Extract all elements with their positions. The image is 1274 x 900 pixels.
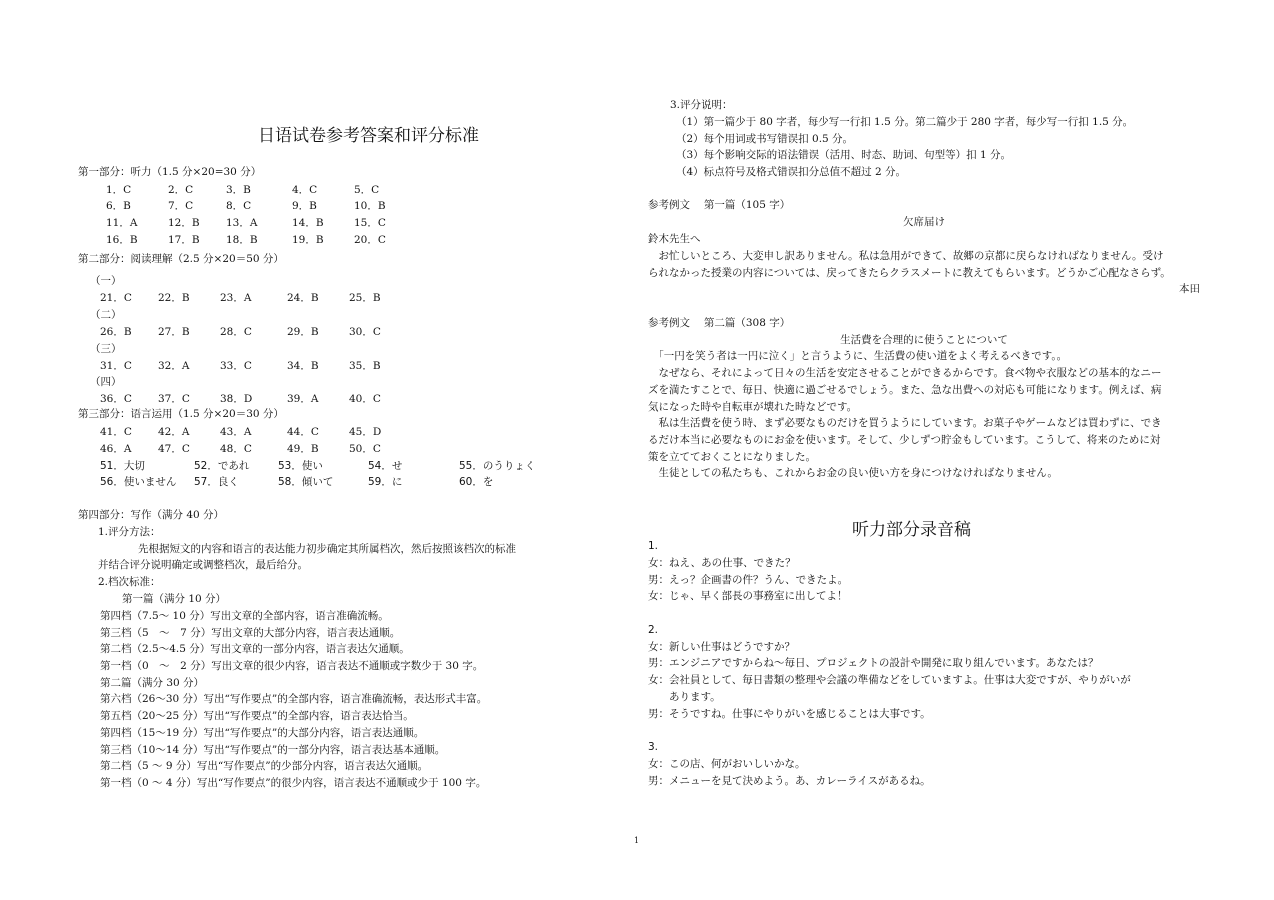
method-title: 1.评分方法： [98, 526, 161, 538]
transcript-title: 听力部分录音稿 [852, 520, 971, 540]
listening-answer: 20．C [354, 234, 386, 246]
reading-answer: 32．A [158, 360, 190, 372]
part3-heading: 第三部分：语言运用（1.5 分×20＝30 分） [78, 408, 284, 420]
dialog-line: 男：そうですね。仕事にやりがいを感じることは大事です。 [648, 708, 931, 720]
language-answer: 57．良く [194, 476, 239, 488]
listening-answer: 3．B [226, 184, 251, 196]
reading-answer: 38．D [220, 393, 253, 405]
language-answer: 42．A [158, 426, 190, 438]
listening-answer: 17．B [168, 234, 200, 246]
page-title: 日语试卷参考答案和评分标准 [258, 126, 479, 146]
reading-section-label: （二） [90, 309, 122, 321]
dialog-line: 男：メニューを見て決めよう。あ、カレーライスがあるね。 [648, 775, 931, 787]
essay2-level: 第六档（26～30 分）写出“写作要点”的全部内容，语言准确流畅，表达形式丰富。 [100, 693, 488, 705]
reading-answer: 31．C [100, 360, 132, 372]
essay1-level: 第一档（0 ～ 2 分）写出文章的很少内容，语言表达不通顺或字数少于 30 字。 [100, 660, 484, 672]
sample2-line: 生徒としての私たちも、これからお金の良い使い方を身につけなければなりません。 [648, 467, 1058, 479]
listening-answer: 8．C [226, 200, 252, 212]
reading-answer: 26．B [100, 326, 132, 338]
reading-answer: 28．C [220, 326, 252, 338]
sample1-signature: 本田 [1179, 283, 1200, 295]
listening-answer: 6．B [106, 200, 131, 212]
reading-answer: 36．C [100, 393, 132, 405]
note-item: （4）标点符号及格式错误扣分总值不超过 2 分。 [676, 166, 907, 178]
sample1-line: お忙しいところ、大変申し訳ありません。私は急用ができて、故郷の京都に戻らなければなりません。受け [648, 250, 1164, 262]
listening-answer: 1．C [106, 184, 132, 196]
sample2-line: るだけ本当に必要なものにお金を使います。そして、少しずつ貯金もしています。こうして、将来のために対 [648, 434, 1161, 446]
language-answer: 55．のうりょく [459, 460, 536, 472]
dialog-line: 女：ねえ、あの仕事、できた？ [648, 557, 796, 569]
dialog-line: 女：この店、何がおいしいかな。 [648, 758, 806, 770]
reading-answer: 23．A [220, 292, 252, 304]
sample1-title: 欠席届け [903, 216, 945, 228]
listening-answer: 5．C [354, 184, 380, 196]
reading-section-label: （四） [90, 376, 122, 388]
sample2-label: 参考例文 第二篇（308 字） [648, 317, 791, 329]
note-item: （3）每个影响交际的语法错误（活用、时态、助词、句型等）扣 1 分。 [676, 149, 1012, 161]
listening-answer: 13．A [226, 217, 258, 229]
levels-title: 2.档次标准： [98, 576, 161, 588]
language-answer: 47．C [158, 443, 190, 455]
language-answer: 53．使い [278, 460, 323, 472]
dialog-number: 1. [648, 540, 659, 552]
essay1-level: 第三档（5 ～ 7 分）写出文章的大部分内容，语言表达通顺。 [100, 627, 401, 639]
notes-title: 3.评分说明： [670, 99, 733, 111]
listening-answer: 11．A [106, 217, 138, 229]
reading-answer: 22．B [158, 292, 190, 304]
note-item: （2）每个用词或书写错误扣 0.5 分。 [676, 133, 854, 145]
language-answer: 58．傾いて [278, 476, 334, 488]
language-answer: 59．に [368, 476, 403, 488]
reading-answer: 35．B [349, 360, 381, 372]
reading-answer: 33．C [220, 360, 252, 372]
essay2-level: 第二档（5 ～ 9 分）写出“写作要点”的少部分内容，语言表达欠通顺。 [100, 760, 429, 772]
listening-answer: 2．C [168, 184, 194, 196]
reading-answer: 27．B [158, 326, 190, 338]
listening-answer: 4．C [292, 184, 318, 196]
sample2-title: 生活費を合理的に使うことについて [840, 334, 1008, 346]
essay1-level: 第二档（2.5～4.5 分）写出文章的一部分内容，语言表达欠通顺。 [100, 643, 410, 655]
dialog-line: 女：じゃ、早く部長の事務室に出してよ！ [648, 590, 848, 602]
sample1-label: 参考例文 第一篇（105 字） [648, 199, 791, 211]
dialog-line: 女：会社員として、毎日書類の整理や会議の準備などをしていますよ。仕事は大変ですが、やりがいが [648, 674, 1131, 686]
essay2-level: 第五档（20～25 分）写出“写作要点”的全部内容，语言表达恰当。 [100, 710, 414, 722]
essay2-title: 第二篇（满分 30 分） [100, 677, 205, 689]
listening-answer: 19．B [292, 234, 324, 246]
sample1-line: られなかった授業の内容については、戻ってきたらクラスメートに教えてもらいます。どうかご心配なさらず。 [648, 267, 1171, 279]
part2-heading: 第二部分：阅读理解（2.5 分×20＝50 分） [78, 253, 284, 265]
reading-section-label: （一） [90, 275, 122, 287]
listening-answer: 7．C [168, 200, 194, 212]
method-line-1: 先根据短文的内容和语言的表达能力初步确定其所属档次，然后按照该档次的标准 [138, 543, 516, 555]
essay2-level: 第三档（10～14 分）写出“写作要点”的一部分内容，语言表达基本通顺。 [100, 744, 446, 756]
language-answer: 41．C [100, 426, 132, 438]
sample2-line: 策を立てておくことになりました。 [648, 451, 816, 463]
dialog-line: 女：新しい仕事はどうですか？ [648, 641, 795, 653]
language-answer: 51．大切 [100, 460, 145, 472]
sample2-line: 気になった時や自転車が壊れた時などです。 [648, 401, 858, 413]
language-answer: 52．であれ [194, 460, 250, 472]
reading-answer: 37．C [158, 393, 190, 405]
listening-answer: 9．B [292, 200, 317, 212]
method-line-2: 并结合评分说明确定或调整档次，最后给分。 [98, 559, 308, 571]
reading-answer: 21．C [100, 292, 132, 304]
language-answer: 44．C [287, 426, 319, 438]
reading-answer: 30．C [349, 326, 381, 338]
dialog-line: 男：えっ？企画書の件？うん、できたよ。 [648, 574, 849, 586]
listening-answer: 12．B [168, 217, 200, 229]
reading-answer: 39．A [287, 393, 319, 405]
page-number: 1 [634, 836, 640, 845]
reading-answer: 34．B [287, 360, 319, 372]
essay1-title: 第一篇（满分 10 分） [122, 593, 227, 605]
listening-answer: 16．B [106, 234, 138, 246]
language-answer: 49．B [287, 443, 319, 455]
dialog-number: 2. [648, 624, 659, 636]
language-answer: 60．を [459, 476, 494, 488]
language-answer: 46．A [100, 443, 132, 455]
essay2-level: 第一档（0 ～ 4 分）写出“写作要点”的很少内容，语言表达不通顺或少于 100 字。 [100, 777, 487, 789]
listening-answer: 18．B [226, 234, 258, 246]
reading-answer: 29．B [287, 326, 319, 338]
reading-section-label: （三） [90, 343, 122, 355]
sample1-greeting: 鈴木先生へ [648, 233, 701, 245]
reading-answer: 25．B [349, 292, 381, 304]
language-answer: 45．D [349, 426, 382, 438]
part1-heading: 第一部分：听力（1.5 分×20=30 分） [78, 166, 262, 178]
dialog-number: 3. [648, 741, 659, 753]
reading-answer: 40．C [349, 393, 381, 405]
language-answer: 48．C [220, 443, 252, 455]
listening-answer: 10．B [354, 200, 386, 212]
sample2-line: 「一円を笑う者は一円に泣く」と言うように、生活費の使い道をよく考えるべきです。。 [648, 350, 1068, 362]
language-answer: 50．C [349, 443, 381, 455]
language-answer: 43．A [220, 426, 252, 438]
sample2-line: 私は生活費を使う時、まず必要なものだけを買うようにしています。お菓子やゲームなどは買わずに、でき [648, 417, 1162, 429]
sample2-line: なぜなら、それによって日々の生活を安定させることができるからです。食べ物や衣服などの基本的なニー [648, 367, 1162, 379]
listening-answer: 15．C [354, 217, 386, 229]
part4-heading: 第四部分：写作（满分 40 分） [78, 509, 225, 521]
sample2-line: ズを満たすことで、毎日、快適に過ごせるでしょう。また、急な出費への対応も可能になります。例えば、病 [648, 384, 1162, 396]
language-answer: 54．せ [368, 460, 403, 472]
listening-answer: 14．B [292, 217, 324, 229]
essay2-level: 第四档（15～19 分）写出“写作要点”的大部分内容，语言表达通顺。 [100, 727, 425, 739]
reading-answer: 24．B [287, 292, 319, 304]
essay1-level: 第四档（7.5～ 10 分）写出文章的全部内容，语言准确流畅。 [100, 610, 389, 622]
language-answer: 56．使いません [100, 476, 177, 488]
dialog-line: あります。 [648, 691, 721, 703]
note-item: （1）第一篇少于 80 字者，每少写一行扣 1.5 分。第二篇少于 280 字者，每少写一行扣 1.5 分。 [676, 116, 1134, 128]
dialog-line: 男：エンジニアですからね～毎日、プロジェクトの設計や開発に取り組んでいます。あなたは？ [648, 657, 1099, 669]
